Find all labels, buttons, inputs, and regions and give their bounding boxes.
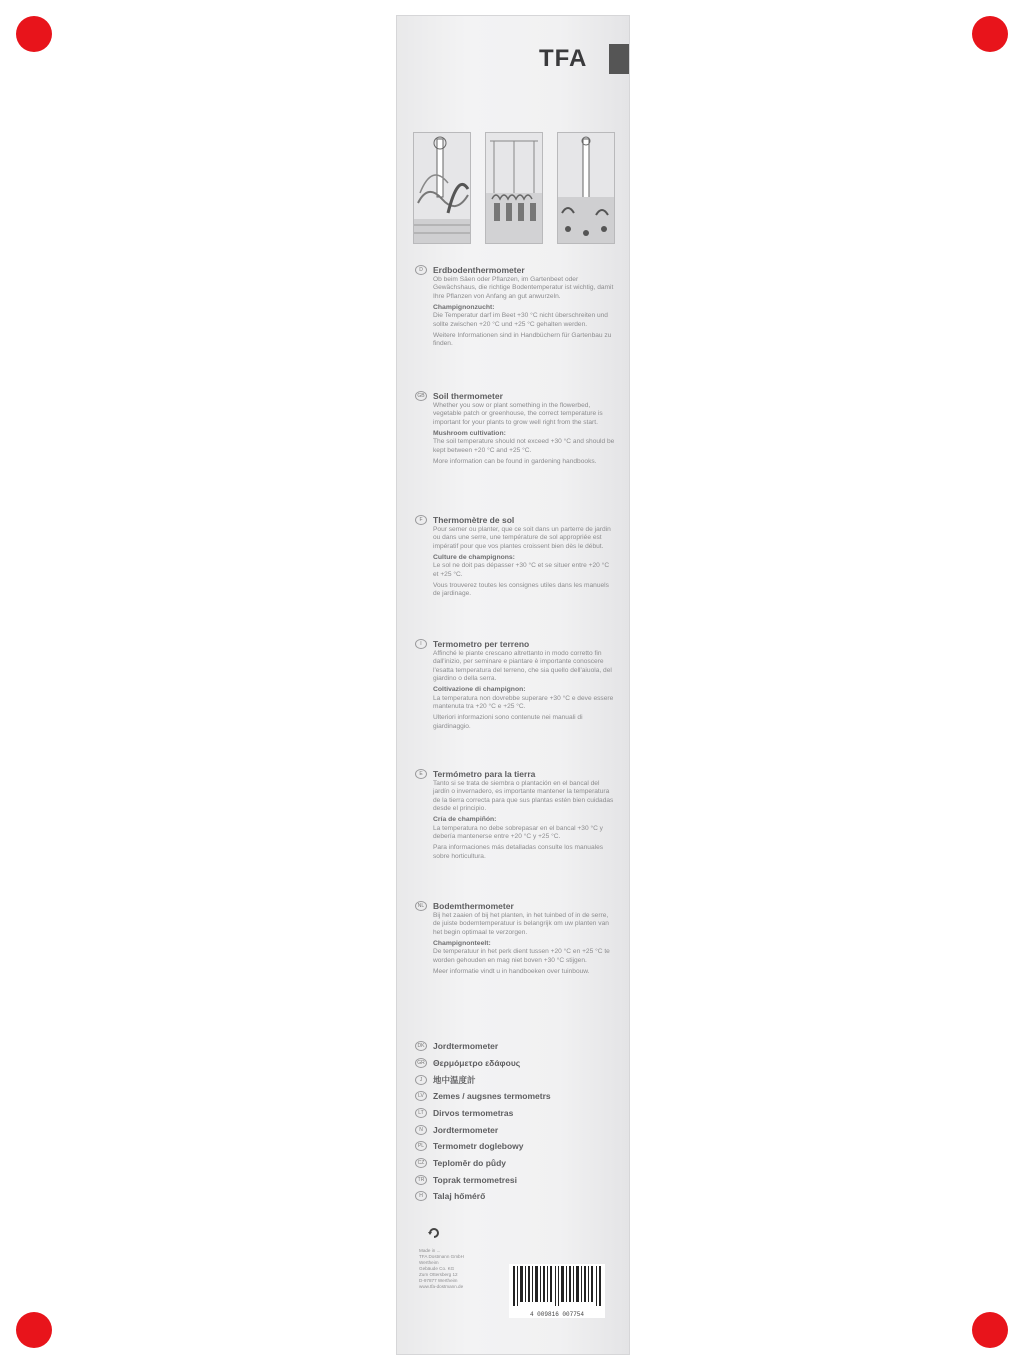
section-i <box>415 638 615 731</box>
language-label: 地中温度計 <box>433 1075 476 1085</box>
section-subtitle: Cría de champiñón: <box>433 816 497 824</box>
language-line-pl <box>415 1140 524 1152</box>
section-gb <box>415 390 615 466</box>
section-title: Bodemthermometer <box>433 901 514 911</box>
language-line-gr <box>415 1057 520 1069</box>
section-body: Pour semer ou planter, que ce soit dans un parterre de jardin ou dans une serre, une température de sol appropriée est impératif pour que vos plantes croissent bien dès le début. <box>433 526 611 550</box>
language-label: Zemes / augsnes termometrs <box>433 1091 551 1101</box>
language-line-j <box>415 1074 476 1086</box>
section-f <box>415 514 615 599</box>
barcode-number: 4 009816 007754 <box>529 1311 584 1318</box>
section-subtitle: Champignonzucht: <box>433 303 495 311</box>
section-body: Affinché le piante crescano altrettanto in modo corretto fin dall'inizio, per seminare e piantare è importante conoscere l'esatta temperatura del terreno, che sia quello dell'aiuola, del giardino o della serra. <box>433 650 612 682</box>
section-subtitle: Mushroom cultivation: <box>433 429 506 437</box>
language-label: Dirvos termometras <box>433 1108 514 1118</box>
language-label: Jordtermometer <box>433 1041 499 1051</box>
language-code-badge: DK <box>415 1041 427 1051</box>
logo-text: TFA <box>539 45 588 72</box>
language-line-n <box>415 1124 498 1136</box>
language-code-badge: LT <box>415 1108 427 1118</box>
corner-marker-bottom-right <box>972 1312 1008 1348</box>
language-line-h <box>415 1190 485 1202</box>
section-e <box>415 768 615 861</box>
barcode <box>509 1264 605 1318</box>
language-code-badge: GB <box>415 391 427 401</box>
illustration-greenhouse <box>485 132 543 244</box>
language-label: Jordtermometer <box>433 1125 499 1135</box>
language-code-badge: LV <box>415 1091 427 1101</box>
recycle-icon <box>427 1226 441 1240</box>
section-body: Whether you sow or plant something in the flowerbed, vegetable patch or greenhouse, the correct temperature is important for your plants to grow well right from the start. <box>433 402 603 426</box>
section-title: Termometro per terreno <box>433 639 530 649</box>
logo-bar <box>609 44 629 74</box>
address-line: TFA Dostmann GmbH <box>419 1254 464 1259</box>
language-line-cz <box>415 1157 506 1169</box>
language-code-badge: TR <box>415 1175 427 1185</box>
language-code-badge: N <box>415 1125 427 1135</box>
language-line-tr <box>415 1174 517 1186</box>
language-code-badge: CZ <box>415 1158 427 1168</box>
language-code-badge: D <box>415 265 427 275</box>
language-code-badge: F <box>415 515 427 525</box>
language-code-badge: PL <box>415 1141 427 1151</box>
illustration-mushroom-bed <box>557 132 615 244</box>
section-body-2: Die Temperatur darf im Beet +30 °C nicht überschreiten und sollte zwischen +20 °C und +25 °C gehalten werden. <box>433 312 608 328</box>
section-note: Weitere Informationen sind in Handbüchern für Gartenbau zu finden. <box>433 331 612 348</box>
address-line: D-97877 Wertheim <box>419 1278 458 1283</box>
language-code-badge: I <box>415 639 427 649</box>
address-line: Wertheim <box>419 1260 439 1265</box>
section-body: Bij het zaaien of bij het planten, in het tuinbed of in de serre, de juiste bodemtemperatuur is belangrijk om uw planten van het begin optimaal te verzorgen. <box>433 912 609 936</box>
section-title: Erdbodenthermometer <box>433 265 525 275</box>
barcode-bars <box>509 1264 605 1308</box>
section-title: Termómetro para la tierra <box>433 769 536 779</box>
section-body-2: Le sol ne doit pas dépasser +30 °C et se situer entre +20 °C et +25 °C. <box>433 562 610 578</box>
language-line-lt <box>415 1107 513 1119</box>
product-card <box>397 16 629 1354</box>
address-line: www.tfa-dostmann.de <box>419 1284 464 1289</box>
language-code-badge: NL <box>415 901 427 911</box>
section-body-2: De temperatuur in het perk dient tussen +20 °C en +25 °C te worden gehouden en mag niet boven +30 °C stijgen. <box>433 948 610 964</box>
language-code-badge: E <box>415 769 427 779</box>
address-line: Gebäude Co. KG <box>419 1266 455 1271</box>
section-body-2: The soil temperature should not exceed +30 °C and should be kept between +20 °C and +25 °C. <box>433 438 615 454</box>
language-label: Θερμόμετρο εδάφους <box>433 1058 521 1068</box>
manufacturer-address <box>419 1248 509 1290</box>
corner-marker-top-left <box>16 16 52 52</box>
illustration-thermometer-in-bed <box>413 132 471 244</box>
section-body: Tanto si se trata de siembra o plantación en el bancal del jardín o invernadero, es importante mantener la temperatura de la tierra correcta para que sus plantas estén bien cuidadas desde el principio. <box>433 780 614 812</box>
language-label: Toprak termometresi <box>433 1175 517 1185</box>
section-note: More information can be found in gardening handbooks. <box>433 457 597 465</box>
section-body-2: La temperatura non dovrebbe superare +30 °C e deve essere mantenuta tra +20 °C e +25 °C. <box>433 694 614 710</box>
section-subtitle: Culture de champignons: <box>433 553 515 561</box>
section-nl <box>415 900 615 976</box>
language-code-badge: J <box>415 1075 427 1085</box>
section-body-2: La temperatura no debe sobrepasar en el bancal +30 °C y debería mantenerse entre +20 °C y +25 °C. <box>433 824 603 840</box>
section-subtitle: Coltivazione di champignon: <box>433 686 526 694</box>
section-subtitle: Champignonteelt: <box>433 939 491 947</box>
section-note: Ulteriori informazioni sono contenute nei manuali di giardinaggio. <box>433 714 583 730</box>
illustration-panels <box>413 132 613 244</box>
address-line: Zum Ottersberg 12 <box>419 1272 458 1277</box>
language-label: Termometr doglebowy <box>433 1141 524 1151</box>
language-line-dk <box>415 1040 498 1052</box>
corner-marker-bottom-left <box>16 1312 52 1348</box>
section-note: Para informaciones más detalladas consulte los manuales sobre horticultura. <box>433 844 604 860</box>
language-label: Teploměr do půdy <box>433 1158 507 1168</box>
section-note: Vous trouverez toutes les consignes utiles dans les manuels de jardinage. <box>433 581 609 598</box>
language-code-badge: GR <box>415 1058 427 1068</box>
section-note: Meer informatie vindt u in handboeken over tuinbouw. <box>433 967 590 975</box>
language-label: Talaj hőmérő <box>433 1191 486 1201</box>
language-code-badge: H <box>415 1191 427 1201</box>
corner-marker-top-right <box>972 16 1008 52</box>
brand-logo <box>539 44 629 74</box>
section-de <box>415 264 615 349</box>
address-line: Made in ... <box>419 1248 441 1253</box>
section-title: Soil thermometer <box>433 391 503 401</box>
language-line-lv <box>415 1090 551 1102</box>
section-body: Ob beim Säen oder Pflanzen, im Gartenbeet oder Gewächshaus, die richtige Bodentemperatur ist wichtig, damit Ihre Pflanzen von Anfang an gut anwurzeln. <box>433 276 614 300</box>
section-title: Thermomètre de sol <box>433 515 515 525</box>
